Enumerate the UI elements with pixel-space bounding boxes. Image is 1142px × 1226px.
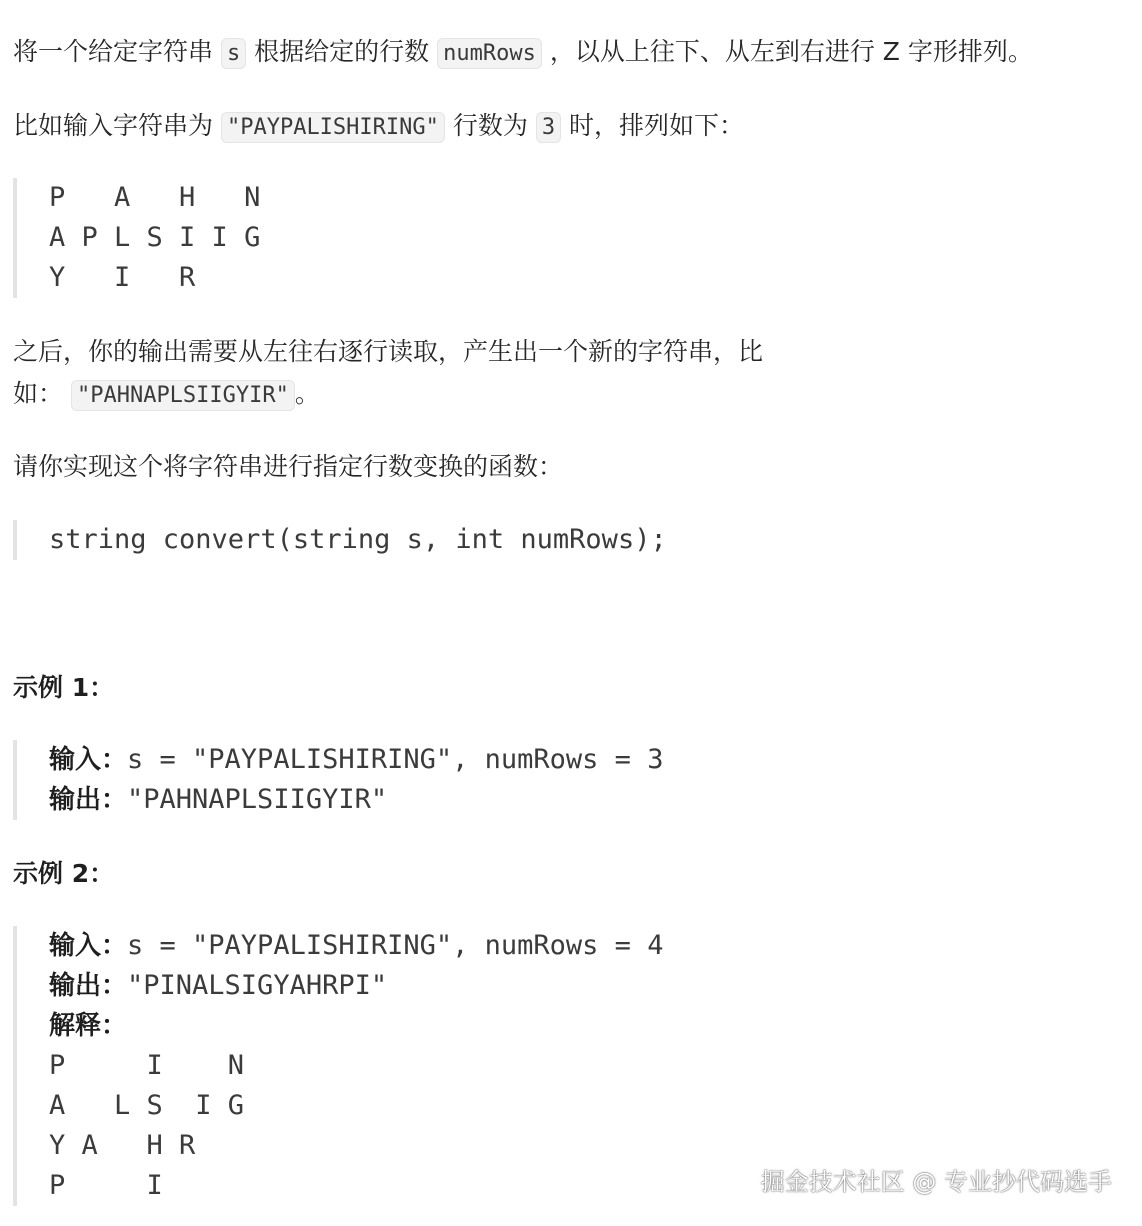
example-1-heading: 示例 1： <box>13 673 115 702</box>
function-signature: string convert(string s, int numRows); <box>49 524 667 555</box>
output-value: "PINALSIGYAHRPI" <box>127 970 388 1001</box>
example-2-input <box>49 926 663 966</box>
example-1-output <box>49 780 663 820</box>
signature-block <box>13 520 667 560</box>
zigzag-row: A L S I G <box>49 1090 245 1121</box>
input-label: 输入： <box>49 931 128 961</box>
zigzag-row: P A H N <box>49 182 261 213</box>
example-2-heading: 示例 2： <box>13 859 115 888</box>
example-intro-text-1: 比如输入字符串为 <box>13 111 214 140</box>
intro-text-2: 根据给定的行数 <box>254 37 430 66</box>
code-s: s <box>221 38 246 69</box>
code-result: "PAHNAPLSIIGYIR" <box>71 380 295 411</box>
code-numrows: numRows <box>437 38 542 69</box>
output-desc-prefix: 如： <box>13 379 64 408</box>
intro-paragraph <box>13 31 1033 75</box>
input-value: s = "PAYPALISHIRING", numRows = 3 <box>127 744 664 775</box>
example-intro-text-3: 时，排列如下： <box>569 111 745 140</box>
output-desc-line-2 <box>13 373 320 417</box>
watermark: 掘金技术社区 @ 专业抄代码选手 <box>760 1168 1112 1196</box>
intro-text-3: ，以从上往下、从左到右进行 Z 字形排列。 <box>549 37 1033 66</box>
intro-text-1: 将一个给定字符串 <box>13 37 214 66</box>
output-desc-line-1: 之后，你的输出需要从左往右逐行读取，产生出一个新的字符串，比 <box>13 337 764 366</box>
example-2-block <box>13 926 663 1206</box>
zigzag-block-3 <box>13 178 260 298</box>
zigzag-row: Y I R <box>49 262 196 293</box>
example-1-input <box>49 740 663 780</box>
output-label: 输出： <box>49 785 128 815</box>
zigzag-row: P I N <box>49 1050 245 1081</box>
code-input-string: "PAYPALISHIRING" <box>221 112 445 143</box>
output-value: "PAHNAPLSIIGYIR" <box>127 784 388 815</box>
example-intro-paragraph <box>13 105 744 149</box>
example-intro-text-2: 行数为 <box>452 111 528 140</box>
request-paragraph: 请你实现这个将字符串进行指定行数变换的函数： <box>13 452 564 481</box>
zigzag-row: Y A H R <box>49 1130 196 1161</box>
code-rows: 3 <box>536 112 561 143</box>
output-desc-suffix: 。 <box>294 379 320 408</box>
explain-label: 解释： <box>49 1011 128 1041</box>
example-2-explain <box>49 1006 663 1046</box>
output-label: 输出： <box>49 971 128 1001</box>
example-1-block <box>13 740 663 820</box>
example-2-output <box>49 966 663 1006</box>
zigzag-row: A P L S I I G <box>49 222 261 253</box>
input-label: 输入： <box>49 745 128 775</box>
input-value: s = "PAYPALISHIRING", numRows = 4 <box>127 930 664 961</box>
zigzag-row: P I <box>49 1170 163 1201</box>
